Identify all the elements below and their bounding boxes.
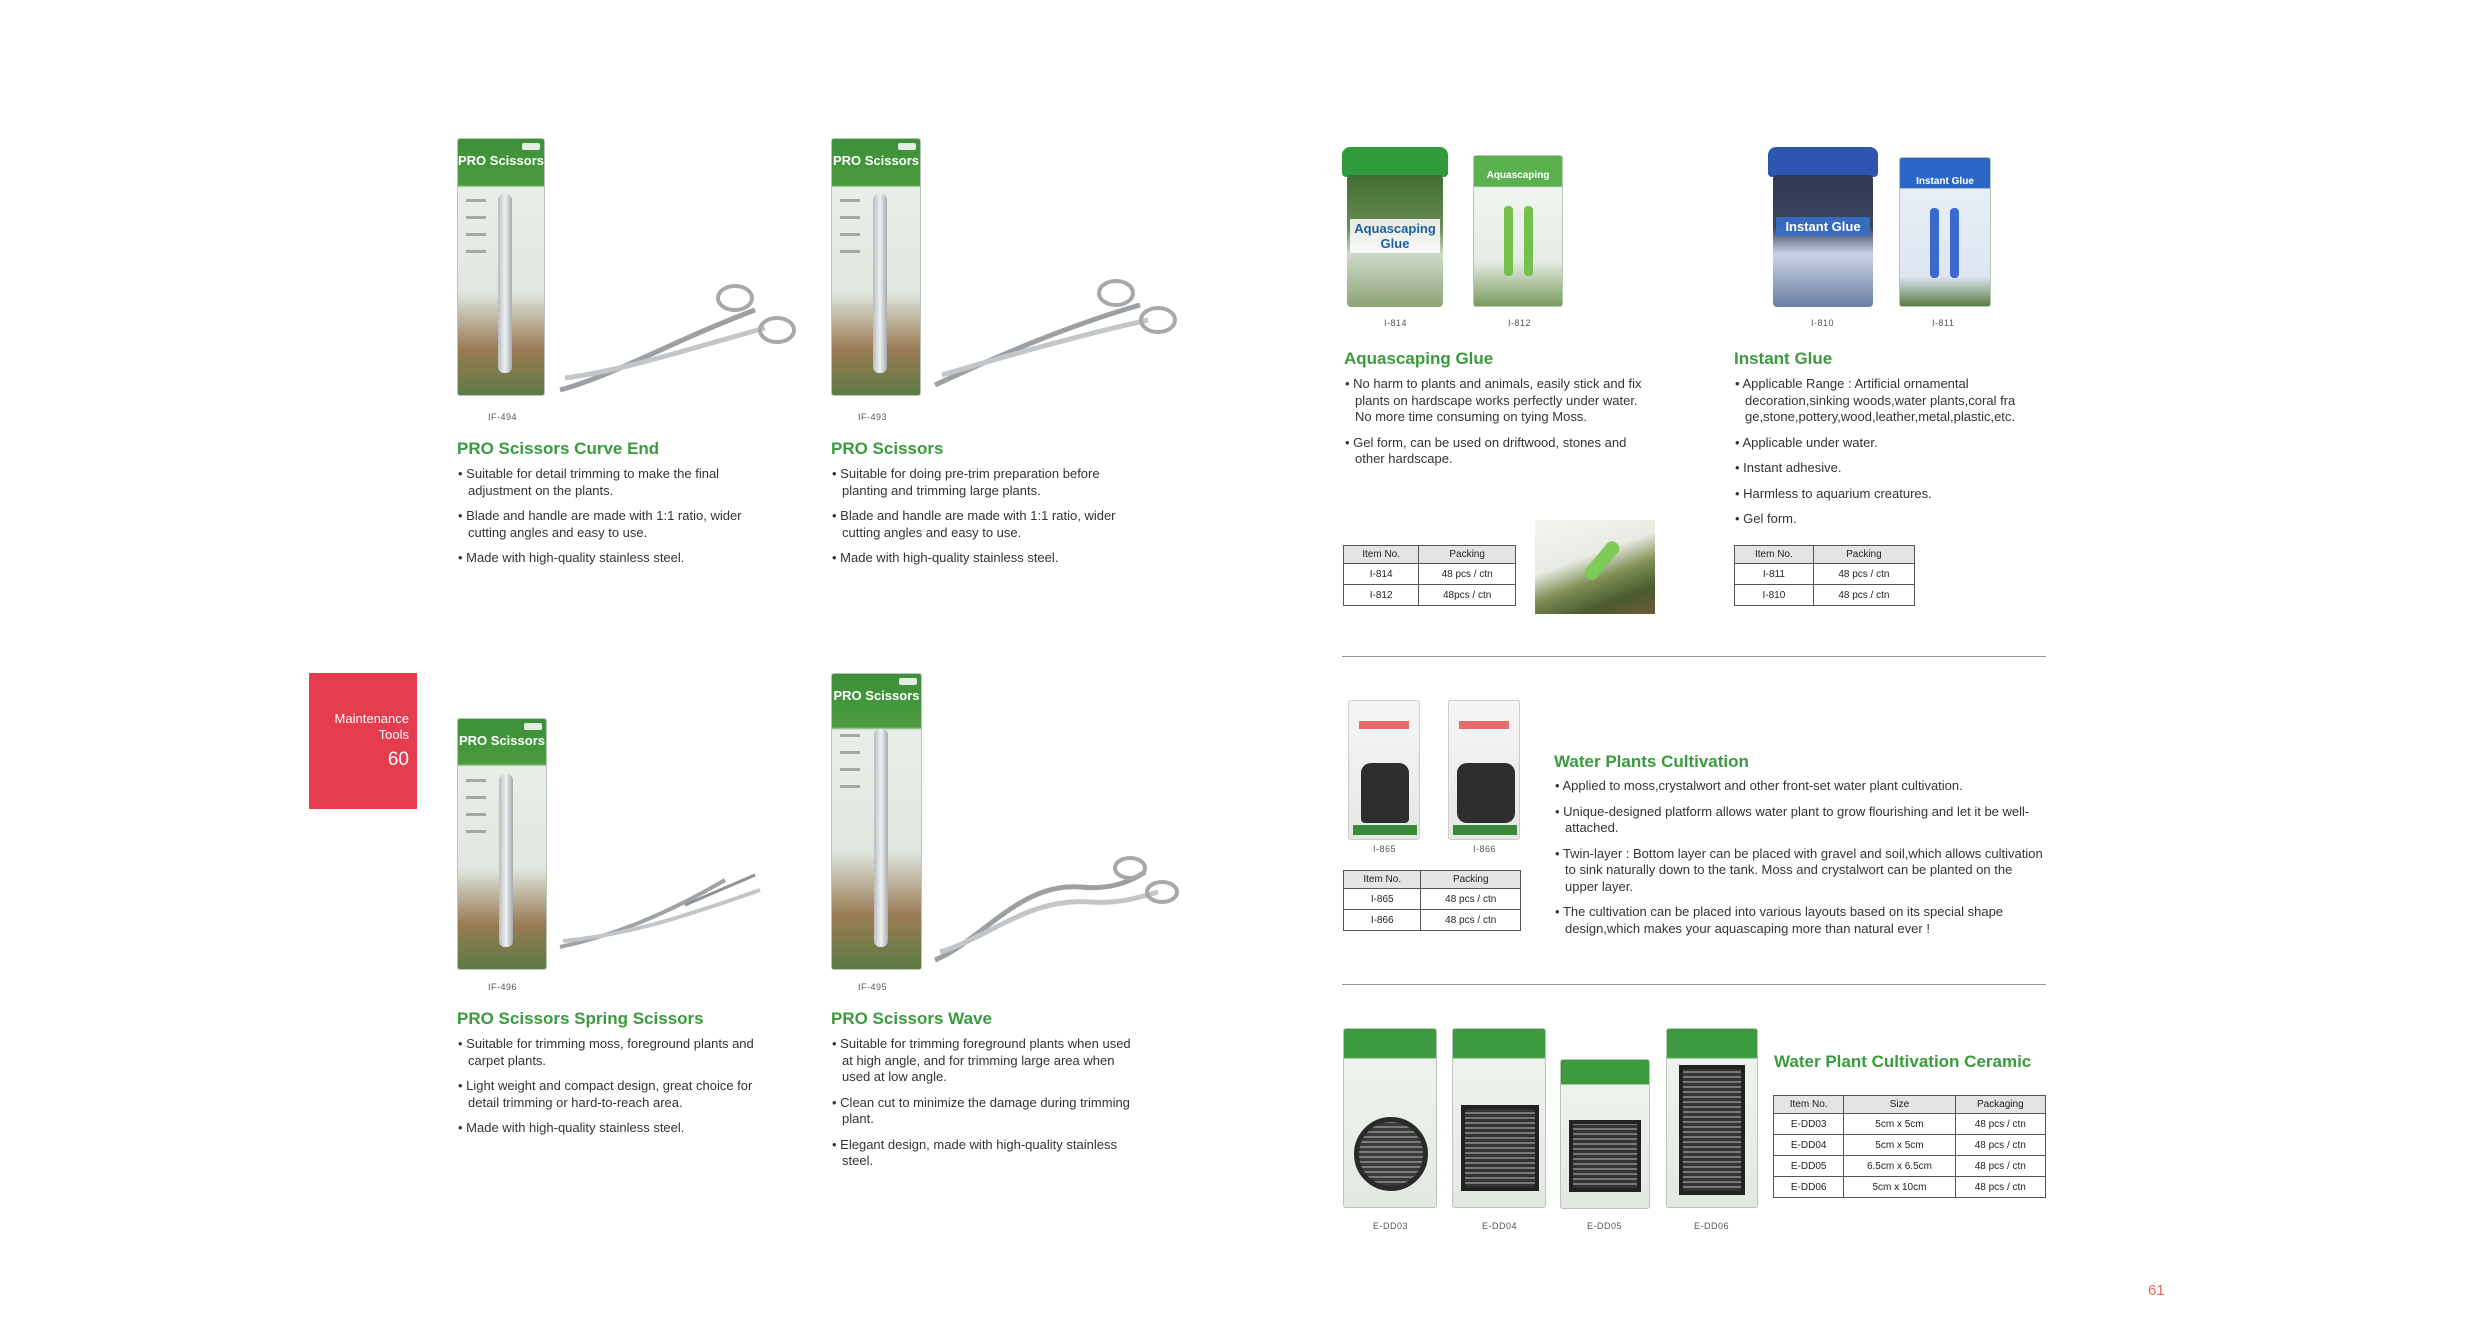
item-code: IF-493 [858,412,888,422]
table-row: I-810 48 pcs / ctn [1735,585,1915,606]
feature-item: • Made with high-quality stainless steel. [458,550,768,567]
table-row: I-814 48 pcs / ctn [1344,564,1516,585]
product-package: PRO Scissors [457,138,545,396]
table-row: E-DD03 5cm x 5cm 48 pcs / ctn [1774,1114,2046,1135]
table-row: I-866 48 pcs / ctn [1344,910,1521,931]
feature-item: • Suitable for trimming foreground plants when used at high angle, and for trimming large area when used at low angle. [832,1036,1142,1086]
item-code: E-DD05 [1587,1221,1623,1231]
glue-jar: Instant Glue [1768,147,1878,307]
item-code: IF-496 [488,982,518,992]
scissors-image [930,275,1180,390]
table-row: I-811 48 pcs / ctn [1735,564,1915,585]
feature-item: • Applied to moss,crystalwort and other front-set water plant cultivation. [1555,778,2045,795]
item-code: E-DD03 [1373,1221,1409,1231]
table-row: I-865 48 pcs / ctn [1344,889,1521,910]
feature-item: • Suitable for detail trimming to make the final adjustment on the plants. [458,466,768,499]
feature-item: • Applicable under water. [1735,435,2047,452]
product-package: PRO Scissors [831,673,922,970]
table-row: E-DD04 5cm x 5cm 48 pcs / ctn [1774,1135,2046,1156]
feature-list [832,466,1142,576]
divider [1342,656,2046,657]
feature-item: • Applicable Range : Artificial ornamental decoration,sinking woods,water plants,coral fra ge,stone,pottery,wood,leather,metal,plastic,etc. [1735,376,2047,426]
section-tab-sublabel: Tools [378,727,409,742]
feature-item: • Suitable for doing pre-trim preparation before planting and trimming large plants. [832,466,1142,499]
product-title: Instant Glue [1734,349,1833,368]
product-package [1448,700,1520,840]
feature-list [1345,376,1657,477]
feature-item: • Instant adhesive. [1735,460,2047,477]
item-code: I-812 [1508,318,1532,328]
item-code: IF-494 [488,412,518,422]
product-title: Aquascaping Glue [1344,349,1494,368]
usage-photo [1535,520,1655,614]
feature-item: • Light weight and compact design, great choice for detail trimming or hard-to-reach area. [458,1078,768,1111]
item-code: E-DD04 [1482,1221,1518,1231]
feature-item: • Suitable for trimming moss, foreground plants and carpet plants. [458,1036,768,1069]
product-title: PRO Scissors [831,439,944,458]
product-title: Water Plant Cultivation Ceramic [1774,1052,2032,1071]
product-package: PRO Scissors [457,718,547,970]
section-tab [309,673,417,809]
feature-item: • Harmless to aquarium creatures. [1735,486,2047,503]
item-code: IF-495 [858,982,888,992]
item-code: E-DD06 [1694,1221,1730,1231]
divider [1342,984,2046,985]
product-title: PRO Scissors Curve End [457,439,660,458]
feature-item: • No harm to plants and animals, easily stick and fix plants on hardscape works perfectly under water. No more time consuming on tying Moss. [1345,376,1657,426]
feature-item: • Blade and handle are made with 1:1 ratio, wider cutting angles and easy to use. [832,508,1142,541]
spec-table: Item No. Packing I-865 48 pcs / ctn I-866 48 pcs / ctn [1343,870,1521,931]
page-number-right: 61 [2148,1282,2165,1299]
product-title: PRO Scissors Wave [831,1009,992,1028]
feature-list [1555,778,2045,946]
feature-item: • Unique-designed platform allows water plant to grow flourishing and let it be well-attached. [1555,804,2045,837]
item-code: I-814 [1384,318,1408,328]
feature-item: • The cultivation can be placed into various layouts based on its special shape design,which makes your aquascaping more than natural ever ! [1555,904,2045,937]
item-code: I-810 [1811,318,1835,328]
scissors-image [555,865,765,955]
feature-item: • Blade and handle are made with 1:1 ratio, wider cutting angles and easy to use. [458,508,768,541]
product-package: Aquascaping [1473,155,1563,307]
scissors-image [555,280,800,395]
item-code: I-865 [1373,844,1397,854]
feature-item: • Clean cut to minimize the damage during trimming plant. [832,1095,1142,1128]
feature-item: • Made with high-quality stainless steel. [832,550,1142,567]
product-package [1560,1059,1650,1209]
product-package [1343,1028,1437,1208]
feature-item: • Gel form. [1735,511,2047,528]
product-package: PRO Scissors [831,138,921,396]
feature-item: • Gel form, can be used on driftwood, stones and other hardscape. [1345,435,1657,468]
table-row: E-DD06 5cm x 10cm 48 pcs / ctn [1774,1177,2046,1198]
product-package [1452,1028,1546,1208]
feature-item: • Made with high-quality stainless steel. [458,1120,768,1137]
scissors-image [930,852,1180,967]
spec-table: Item No. Packing I-811 48 pcs / ctn I-810 48 pcs / ctn [1734,545,1915,606]
product-package [1666,1028,1758,1208]
page-number-left: 60 [387,749,409,770]
feature-list [458,466,768,576]
glue-jar: Aquascaping Glue [1342,147,1448,307]
item-code: I-866 [1473,844,1497,854]
product-title: Water Plants Cultivation [1554,752,1749,771]
spec-table: Item No. Size Packaging E-DD03 5cm x 5cm 48 pcs / ctn E-DD04 5cm x 5cm 48 pcs / ctn E-DD05 6.5cm x 6.5cm 48 pcs / ctn E-DD06 5cm x 10cm 48 pcs / ctn [1773,1095,2046,1198]
item-code: I-811 [1932,318,1955,328]
product-title: PRO Scissors Spring Scissors [457,1009,704,1028]
product-package [1348,700,1420,840]
product-package: Instant Glue [1899,157,1991,307]
table-row: I-812 48pcs / ctn [1344,585,1516,606]
feature-list [1735,376,2047,537]
feature-item: • Twin-layer : Bottom layer can be placed with gravel and soil,which allows cultivation to sink naturally down to the tank. Moss and crystalwort can be planted on the upper layer. [1555,846,2045,896]
feature-list [832,1036,1142,1179]
feature-item: • Elegant design, made with high-quality stainless steel. [832,1137,1142,1170]
spec-table: Item No. Packing I-814 48 pcs / ctn I-812 48pcs / ctn [1343,545,1516,606]
feature-list [458,1036,768,1146]
table-row: E-DD05 6.5cm x 6.5cm 48 pcs / ctn [1774,1156,2046,1177]
section-tab-label: Maintenance [334,711,409,726]
